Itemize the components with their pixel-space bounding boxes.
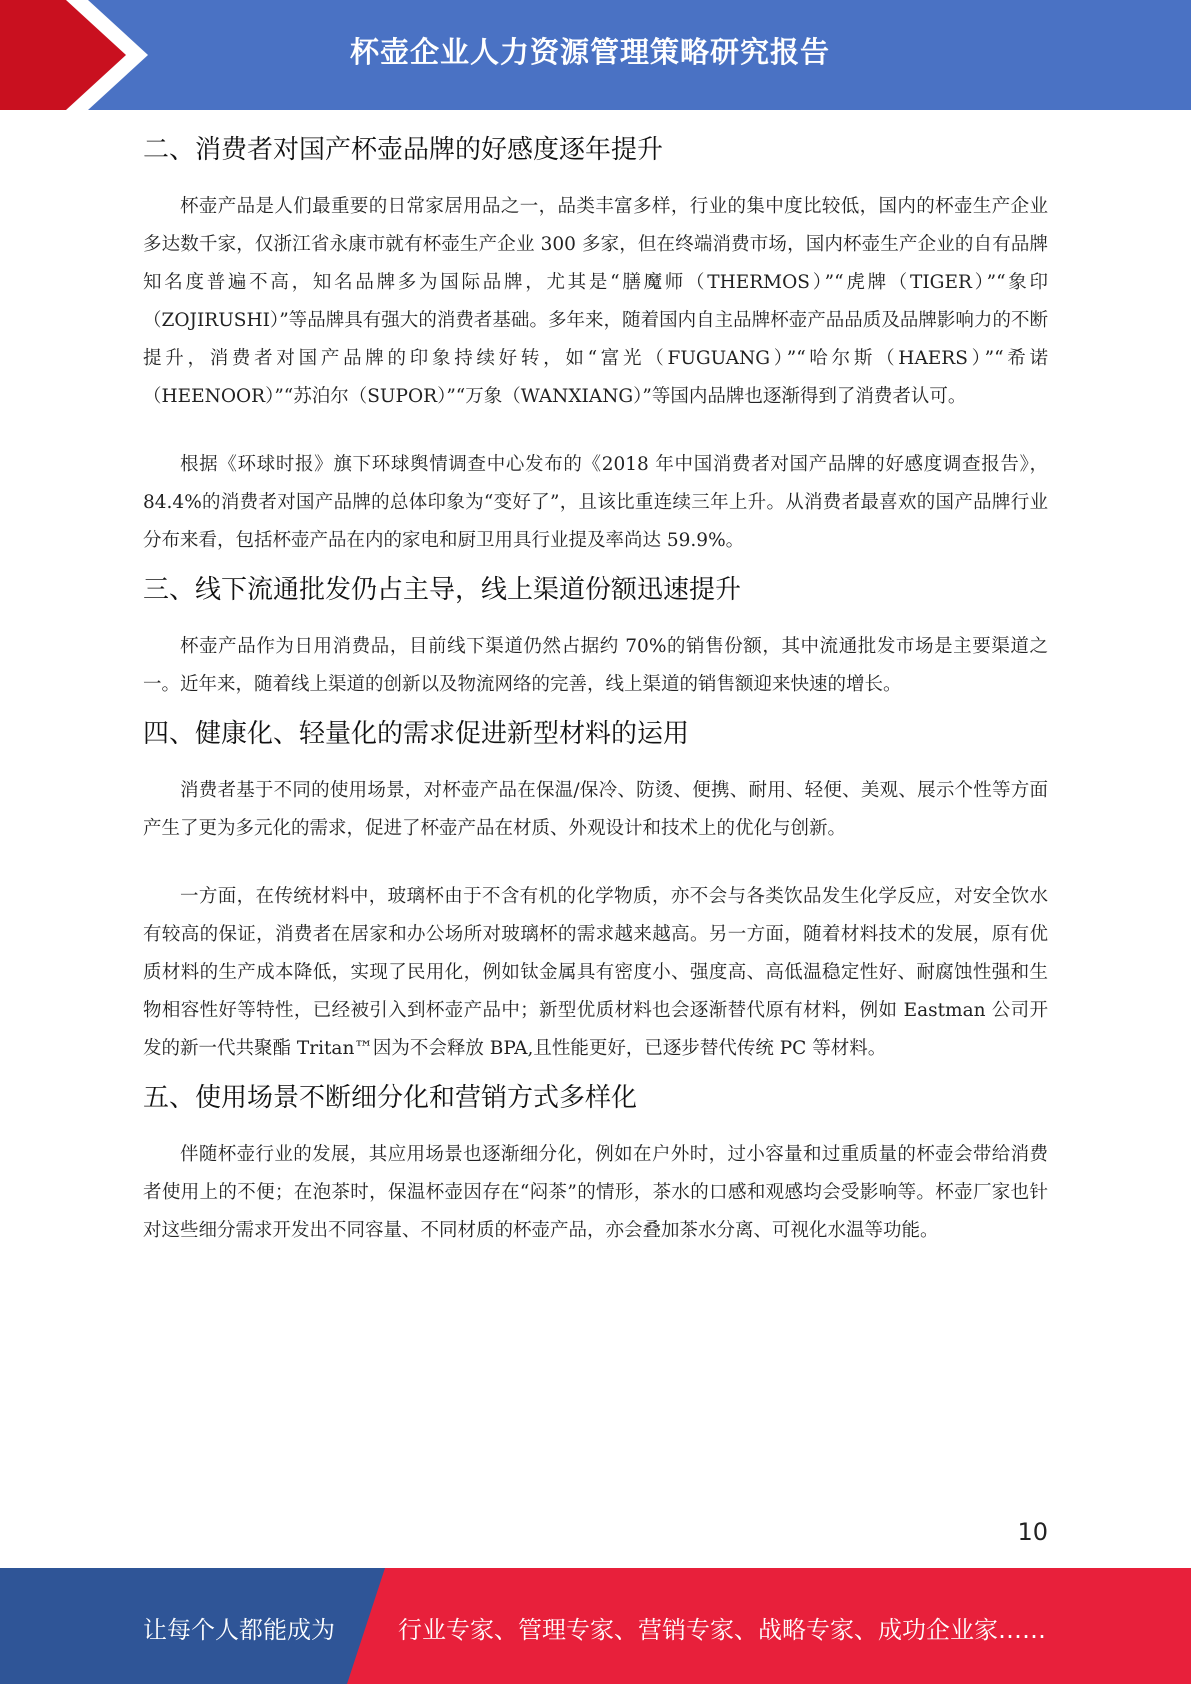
paragraph: 伴随杯壶行业的发展，其应用场景也逐渐细分化，例如在户外时，过小容量和过重质量的杯壶会带给消费者使用上的不便；在泡茶时，保温杯壶因存在“闷茶”的情形，茶水的口感和观感均会受影响等。杯壶厂家也针对这些细分需求开发出不同容量、不同材质的杯壶产品，亦会叠加茶水分离、可视化水温等功能。 (143, 1144, 1048, 1241)
section-heading: 三、线下流通批发仍占主导，线上渠道份额迅速提升 (143, 575, 742, 605)
section-heading: 四、健康化、轻量化的需求促进新型材料的运用 (143, 719, 690, 749)
footer-slogan-right: 行业专家、管理专家、营销专家、战略专家、成功企业家…… (398, 1616, 1046, 1644)
page-content (143, 128, 1048, 1250)
paragraph: 根据《环球时报》旗下环球舆情调查中心发布的《2018 年中国消费者对国产品牌的好感度调查报告》，84.4%的消费者对国产品牌的总体印象为“变好了”，且该比重连续三年上升。从消费者最喜欢的国产品牌行业分布来看，包括杯壶产品在内的家电和厨卫用具行业提及率尚达 59.9%。 (143, 454, 1048, 551)
page-number: 10 (1017, 1518, 1048, 1546)
header-band (0, 0, 1191, 110)
paragraph: 杯壶产品作为日用消费品，目前线下渠道仍然占据约 70%的销售份额，其中流通批发市场是主要渠道之一。近年来，随着线上渠道的创新以及物流网络的完善，线上渠道的销售额迎来快速的增长。 (143, 636, 1048, 695)
footer-band (0, 1568, 1191, 1684)
header-chevron-shape (0, 0, 160, 110)
paragraph: 杯壶产品是人们最重要的日常家居用品之一，品类丰富多样，行业的集中度比较低，国内的杯壶生产企业多达数千家，仅浙江省永康市就有杯壶生产企业 300 多家，但在终端消费市场，国内杯壶生产企业的自有品牌知名度普遍不高，知名品牌多为国际品牌，尤其是“膳魔师（THERMOS）”“虎牌（TIGER）”“象印（ZOJIRUSHI）”等品牌具有强大的消费者基础。多年来，随着国内自主品牌杯壶产品品质及品牌影响力的不断提升，消费者对国产品牌的印象持续好转，如“富光（FUGUANG）”“哈尔斯（HAERS）”“希诺（HEENOOR）”“苏泊尔（SUPOR）”“万象（WANXIANG）”等国内品牌也逐渐得到了消费者认可。 (143, 196, 1048, 407)
section-heading: 二、消费者对国产杯壶品牌的好感度逐年提升 (143, 135, 664, 165)
section-heading: 五、使用场景不断细分化和营销方式多样化 (143, 1083, 638, 1113)
report-title: 杯壶企业人力资源管理策略研究报告 (349, 35, 830, 69)
paragraph: 一方面，在传统材料中，玻璃杯由于不含有机的化学物质，亦不会与各类饮品发生化学反应，对安全饮水有较高的保证，消费者在居家和办公场所对玻璃杯的需求越来越高。另一方面，随着材料技术的发展，原有优质材料的生产成本降低，实现了民用化，例如钛金属具有密度小、强度高、高低温稳定性好、耐腐蚀性强和生物相容性好等特性，已经被引入到杯壶产品中；新型优质材料也会逐渐替代原有材料，例如 Eastman 公司开发的新一代共聚酯 Tritan™因为不会释放 BPA,且性能更好，已逐步替代传统 PC 等材料。 (143, 886, 1048, 1059)
footer-slogan-left: 让每个人都能成为 (143, 1616, 335, 1644)
paragraph: 消费者基于不同的使用场景，对杯壶产品在保温/保冷、防烫、便携、耐用、轻便、美观、展示个性等方面产生了更为多元化的需求，促进了杯壶产品在材质、外观设计和技术上的优化与创新。 (143, 780, 1048, 839)
